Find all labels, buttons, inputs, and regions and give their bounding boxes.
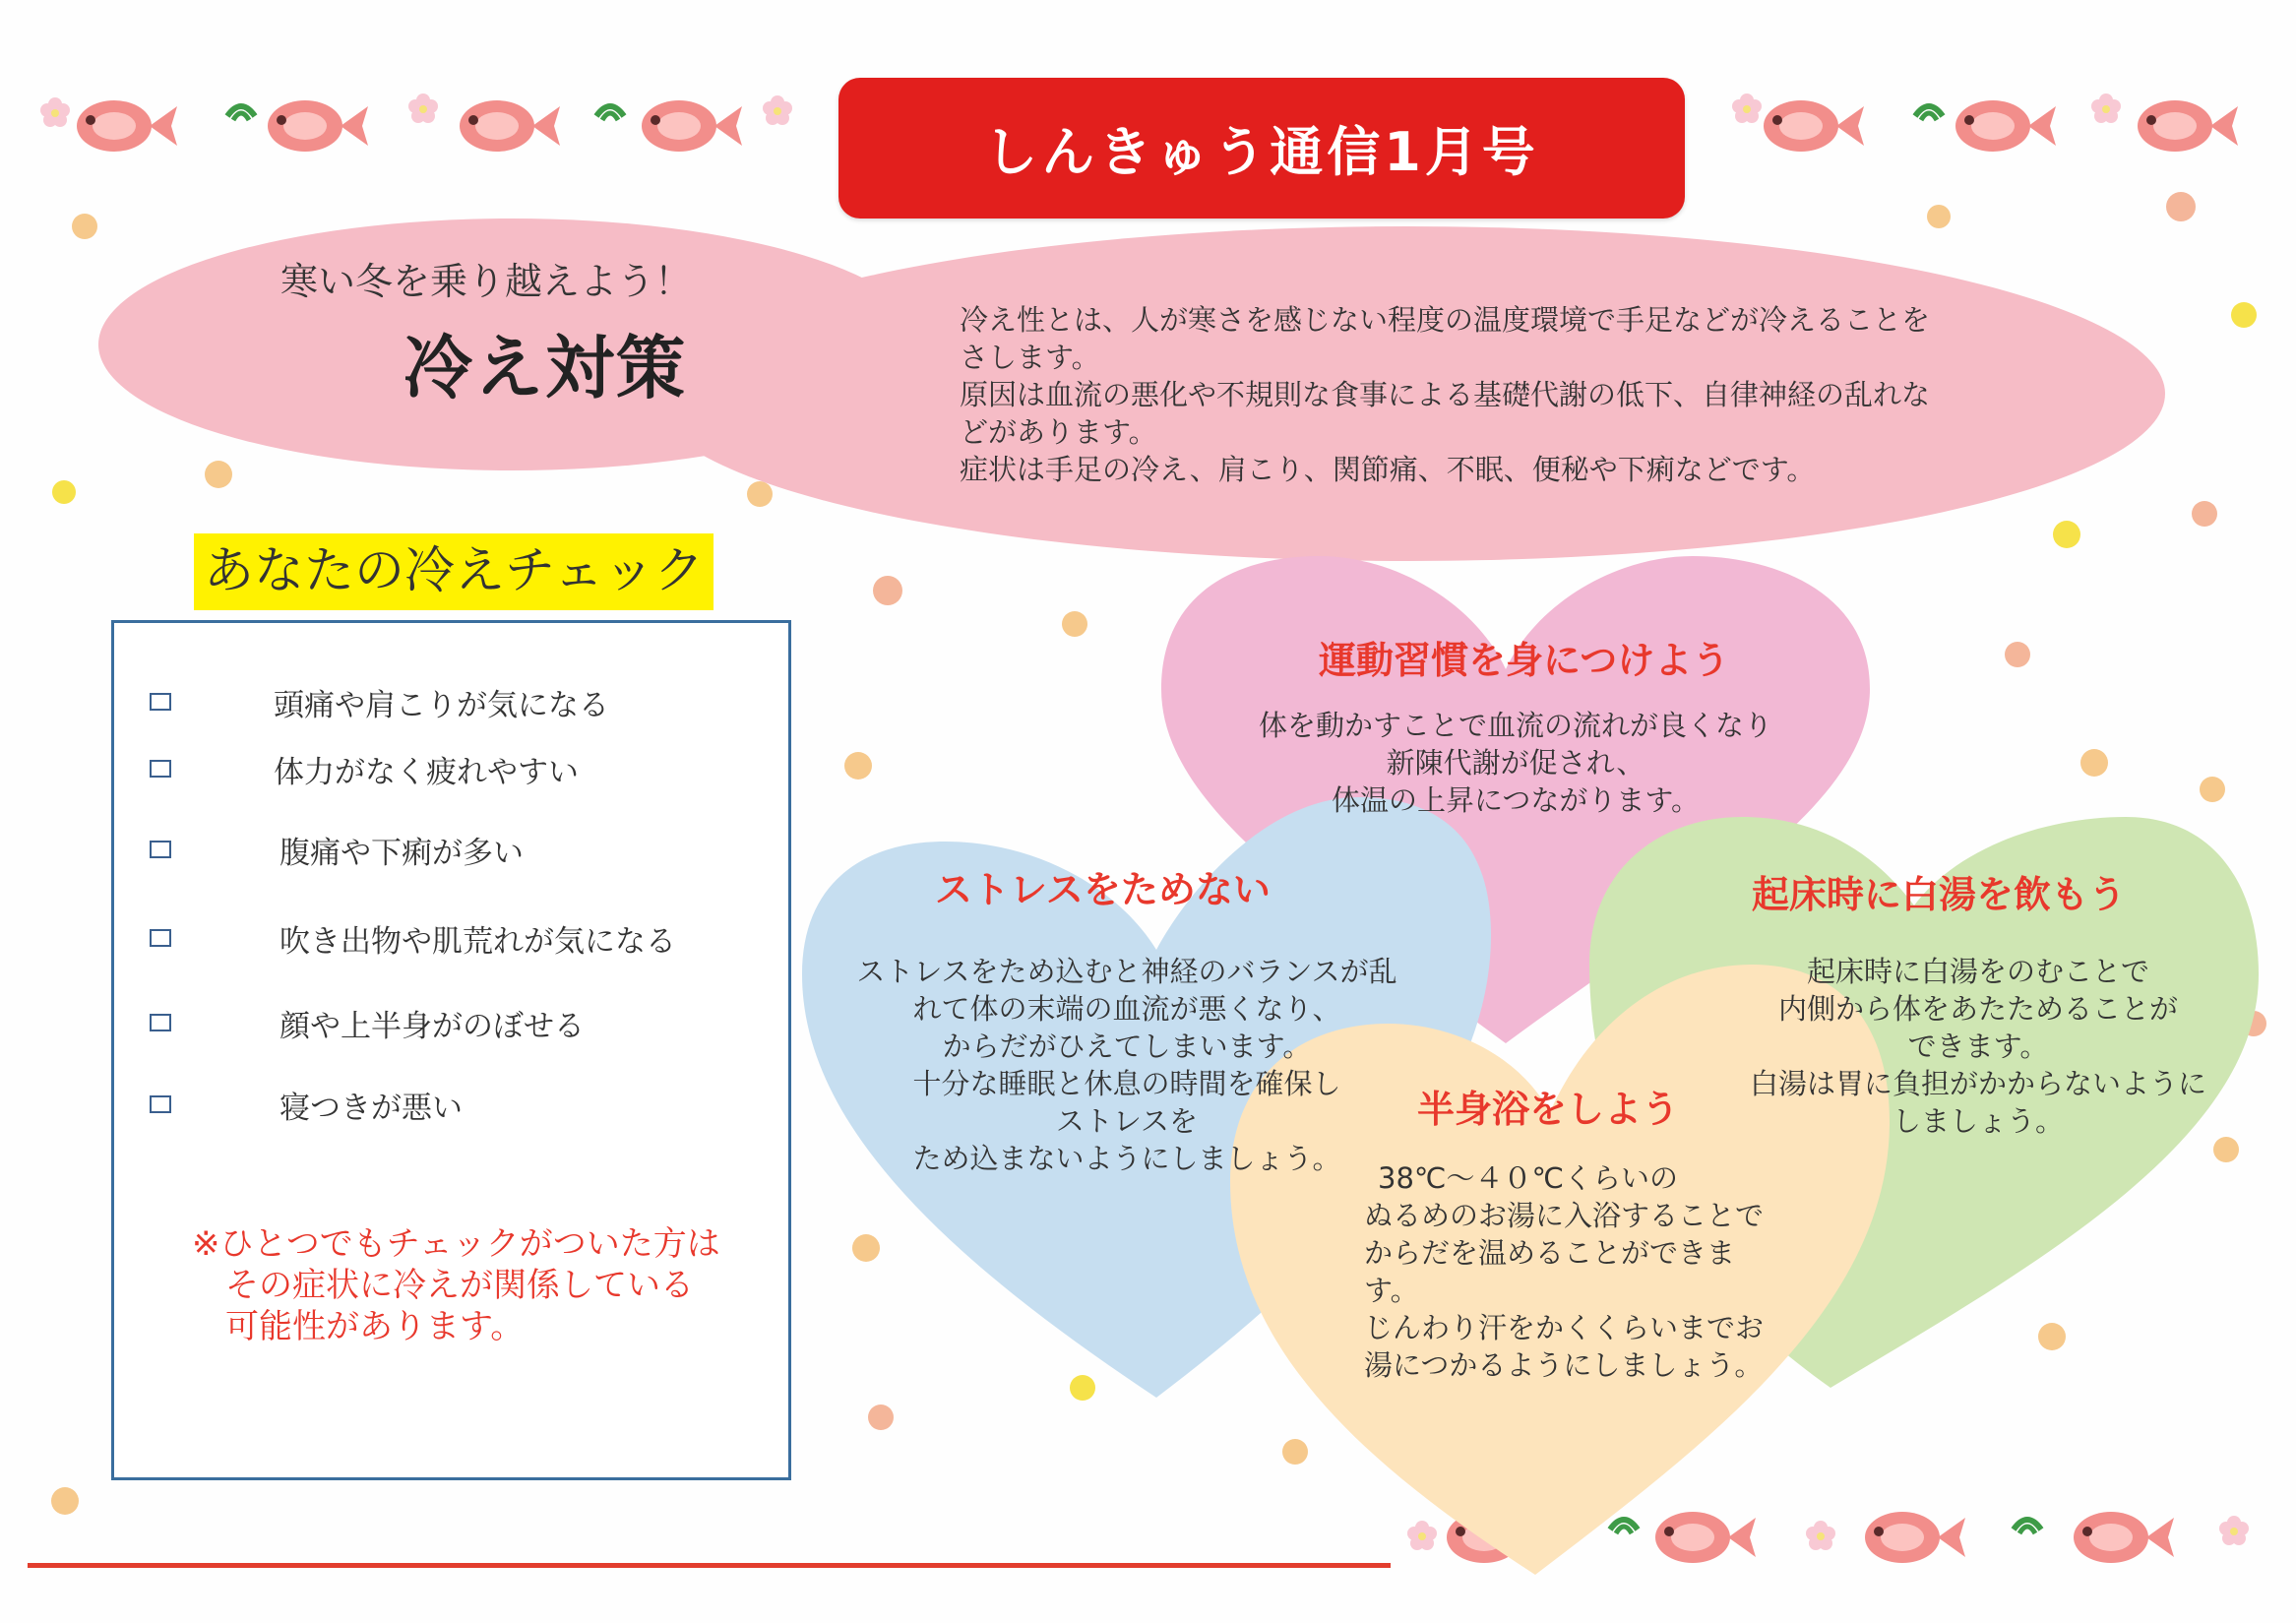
heart-stress-line: ため込まないようにしましょう。 — [912, 1142, 1341, 1175]
heart-stress-body — [827, 953, 1427, 1177]
heart-stress-line: ストレスを — [1055, 1104, 1199, 1138]
heart-bath-line: からだを温めることができます。 — [1364, 1236, 1736, 1307]
note-line: ※ひとつでもチェックがついた方は — [192, 1224, 720, 1264]
heart-exercise-title: 運動習慣を身につけよう — [1319, 639, 1730, 682]
checklist-item-label: 体力がなく疲れやすい — [274, 754, 579, 790]
heart-stress-line: れて体の末端の血流が悪くなり、 — [912, 992, 1341, 1026]
checklist-heading: あなたの冷えチェック — [194, 533, 714, 610]
heart-bath-line: ぬるめのお湯に入浴することで — [1364, 1199, 1765, 1232]
heart-bath-line: 湯につかるようにしましょう。 — [1364, 1348, 1764, 1382]
checkbox-icon[interactable] — [150, 1095, 171, 1113]
intro-line: 冷え性とは、人が寒さを感じない程度の温度環境で手足などが冷えることを — [960, 303, 1931, 337]
intro-line: 原因は血流の悪化や不規則な食事による基礎代謝の低下、自律神経の乱れな — [960, 378, 1931, 411]
heart-water-line: 白湯は胃に負担がかからないように — [1749, 1067, 2206, 1100]
heart-stress-line: からだがひえてしまいます。 — [942, 1030, 1312, 1063]
note-line: その症状に冷えが関係している — [225, 1266, 694, 1305]
checklist-note — [192, 1223, 720, 1347]
checklist-item — [150, 754, 579, 790]
bottom-divider — [28, 1563, 1391, 1568]
heart-water-line: できます。 — [1907, 1030, 2049, 1063]
checkbox-icon[interactable] — [150, 929, 171, 947]
fish-garland-top-right — [1732, 94, 2238, 152]
heart-exercise-line: 体を動かすことで血流の流れが良くなり — [1258, 709, 1772, 742]
heart-water-line: 内側から体をあたためることが — [1777, 992, 2178, 1026]
heart-bath-body — [1319, 1159, 1771, 1384]
checklist-item-label: 腹痛や下痢が多い — [279, 835, 524, 871]
heart-stress-line: 十分な睡眠と休息の時間を確保し — [912, 1067, 1341, 1100]
checkbox-icon[interactable] — [150, 760, 171, 778]
title-banner — [838, 78, 1685, 218]
page-title: しんきゅう通信1月号 — [984, 121, 1539, 183]
heart-exercise-line: 体温の上昇につながります。 — [1331, 783, 1701, 817]
heart-exercise-body — [1240, 707, 1791, 819]
intro-title: 冷え対策 — [403, 328, 687, 408]
intro-line: 症状は手足の冷え、肩こり、関節痛、不眠、便秘や下痢などです。 — [960, 453, 1816, 486]
checklist-item — [150, 923, 676, 960]
checkbox-icon[interactable] — [150, 841, 171, 858]
intro-line: どがあります。 — [960, 415, 1157, 449]
checklist-item-label: 吹き出物や肌荒れが気になる — [279, 923, 676, 960]
checklist-item — [150, 1008, 585, 1044]
checklist-item — [150, 1090, 463, 1126]
checklist-item-label: 寝つきが悪い — [279, 1090, 463, 1126]
heart-bath-title: 半身浴をしよう — [1417, 1088, 1680, 1131]
fish-garland-top-left — [40, 94, 792, 152]
heart-water-body — [1712, 953, 2244, 1140]
heart-bath-line: 38℃～４０℃くらいの — [1378, 1161, 1679, 1195]
checklist-item — [150, 835, 524, 871]
heart-exercise-line: 新陳代謝が促され、 — [1386, 746, 1645, 780]
heart-bath-line: じんわり汗をかくくらいまでお — [1364, 1311, 1765, 1344]
checklist-item — [150, 687, 609, 723]
checkbox-icon[interactable] — [150, 693, 171, 711]
heart-water-line: しましょう。 — [1892, 1104, 2064, 1138]
checklist-item-label: 頭痛や肩こりが気になる — [274, 687, 609, 723]
note-line: 可能性があります。 — [225, 1307, 525, 1346]
intro-body — [960, 301, 2042, 488]
heart-stress-line: ストレスをため込むと神経のバランスが乱 — [856, 955, 1397, 988]
heart-stress-title: ストレスをためない — [935, 868, 1271, 911]
heart-water-line: 起床時に白湯をのむことで — [1806, 955, 2149, 988]
checklist-item-label: 顔や上半身がのぼせる — [279, 1008, 585, 1044]
checkbox-icon[interactable] — [150, 1014, 171, 1031]
heart-water-title: 起床時に白湯を飲もう — [1752, 873, 2127, 916]
intro-line: さします。 — [960, 341, 1100, 374]
intro-subtitle: 寒い冬を乗り越えよう！ — [280, 260, 693, 303]
